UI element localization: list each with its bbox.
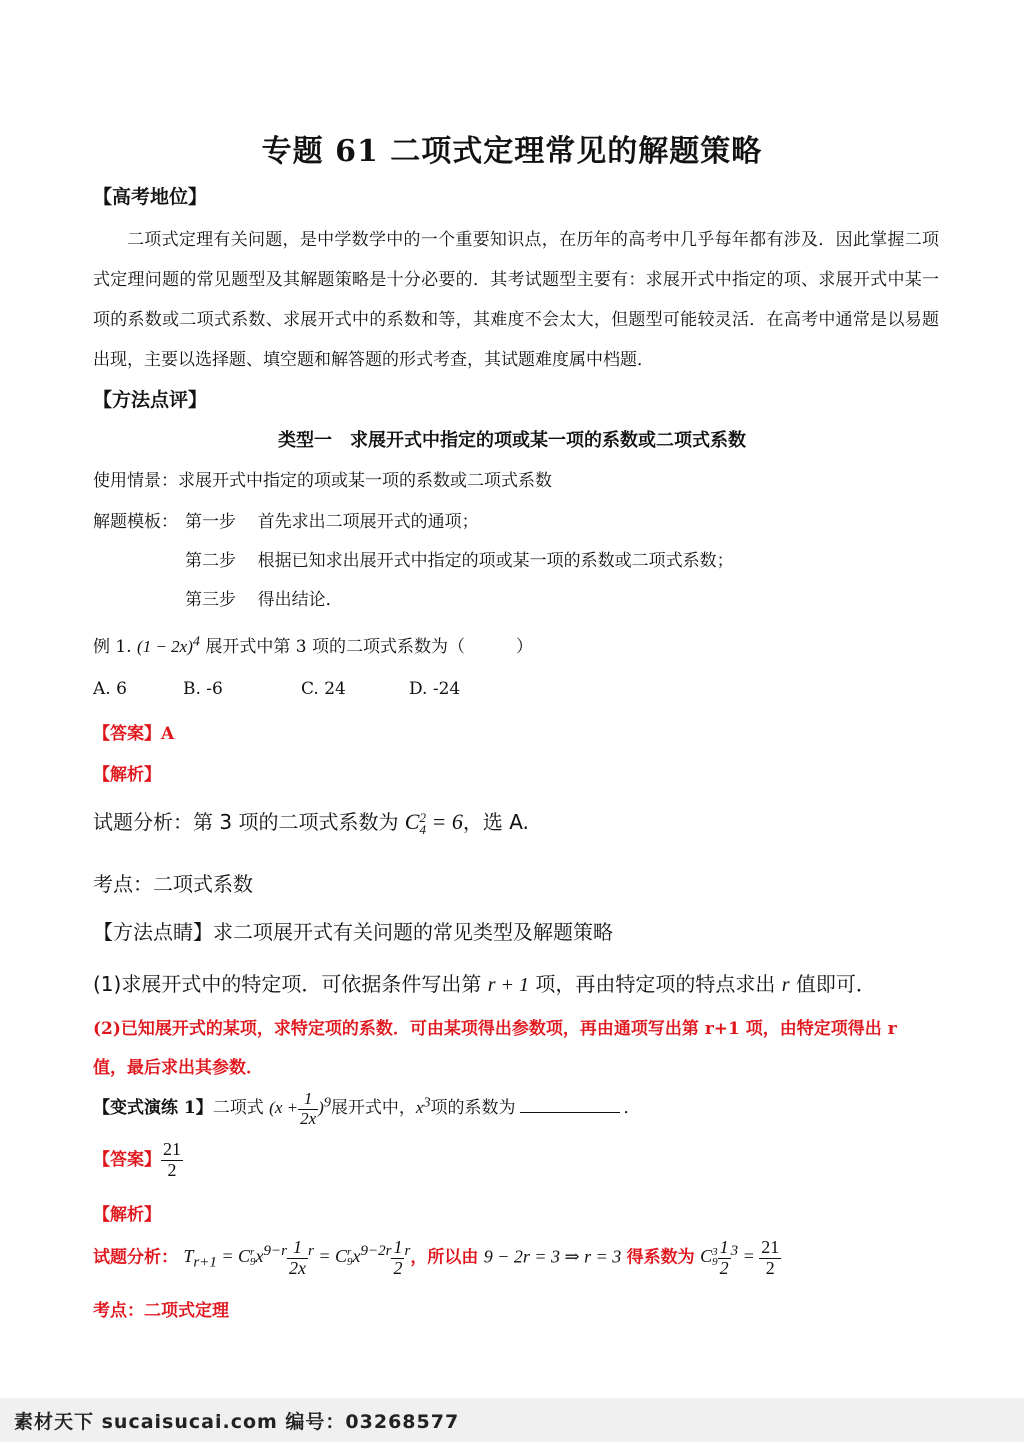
- method-tips: [93, 916, 613, 945]
- variant1-answer-label: 【答案】: [93, 1149, 161, 1170]
- step-3-text: 得出结论．: [257, 590, 343, 610]
- watermark-footer: 素材天下 sucaisucai.com 编号：03268577: [14, 1411, 460, 1433]
- step-2: [185, 546, 734, 571]
- step-2-label: 第二步: [185, 551, 236, 571]
- section-heading-position: 【高考地位】: [93, 186, 208, 208]
- variant1-analysis-equation: 9 − 2r = 3 ⇒ r = 3: [483, 1246, 622, 1267]
- step-3-label: 第三步: [185, 590, 236, 610]
- page-title: 专题 61 二项式定理常见的解题策略: [261, 134, 763, 169]
- option-c: C. 24: [301, 679, 346, 699]
- option-d: D. -24: [409, 679, 461, 699]
- variant1-term: $x^3$: [415, 1094, 431, 1118]
- example1-kaodian: 考点：二项式系数: [93, 872, 253, 896]
- example1-label: 例 1.: [93, 637, 132, 657]
- analysis-suffix: ，选 A.: [462, 810, 529, 834]
- tip-1: (1)求展开式中的特定项．可依据条件写出第 r + 1 项，再由特定项的特点求出 r 值即可．: [93, 972, 876, 996]
- answer-label: 【答案】: [93, 724, 161, 744]
- variant1-kaodian: 考点：二项式定理: [93, 1301, 229, 1321]
- option-b: B. -6: [183, 679, 223, 699]
- variant1-label: 【变式演练 1】: [93, 1098, 213, 1119]
- method-tips-text: 求二项展开式有关问题的常见类型及解题策略: [213, 920, 613, 944]
- variant1-analysis-prefix: 试题分析：: [93, 1247, 178, 1268]
- variant1-analysis-result: C 3 9 $\frac{1}{2}$ $^3$ = $\frac{21}{2}$: [700, 1237, 780, 1278]
- analysis-formula: C 2 4 = 6: [404, 809, 463, 837]
- example1-text: 展开式中第 3 项的二项式系数为（ ）: [205, 637, 533, 657]
- answer-value: A: [161, 724, 175, 744]
- usage-line: 使用情景：求展开式中指定的项或某一项的系数或二项式系数: [93, 471, 552, 491]
- step-3: [185, 585, 343, 610]
- variant1-answer-value: $\frac{21}{2}$: [163, 1139, 181, 1180]
- tip-2-line-1: (2)已知展开式的某项，求特定项的系数．可由某项得出参数项，再由通项写出第 r+1 项，由特定项得出 r: [93, 1019, 897, 1039]
- variant1-question: 【变式演练 1】二项式 (x + $\frac{1}{2x}$ )$^9$展开式中，$x^3$项的系数为 ．: [93, 1089, 641, 1128]
- template-label: 解题模板：: [93, 512, 178, 532]
- variant1-analysis-label: 【解析】: [93, 1205, 161, 1225]
- variant1-analysis-get: 得系数为: [626, 1247, 695, 1268]
- variant1-analysis: [93, 1238, 781, 1279]
- example1-answer: [93, 719, 174, 744]
- variant1-answer: [93, 1140, 183, 1181]
- step-2-text: 根据已知求出展开式中指定的项或某一项的系数或二项式系数；: [257, 551, 734, 571]
- step-1: [185, 507, 479, 532]
- answer-blank: [520, 1112, 620, 1113]
- method-tips-label: 【方法点睛】: [93, 920, 213, 944]
- example1-question: [93, 632, 533, 657]
- variant1-analysis-middle: ，所以由: [410, 1247, 479, 1268]
- option-a: A. 6: [93, 679, 127, 699]
- example1-analysis-label: 【解析】: [93, 765, 161, 785]
- analysis-prefix: 试题分析：第 3 项的二项式系数为: [93, 810, 405, 834]
- example1-analysis: [93, 806, 529, 836]
- section-heading-method: 【方法点评】: [93, 389, 208, 411]
- variant1-expression: (x + $\frac{1}{2x}$ )$^9$: [269, 1089, 331, 1128]
- intro-paragraph: 二项式定理有关问题，是中学数学中的一个重要知识点，在历年的高考中几乎每年都有涉及．因此掌握二项式定理问题的常见题型及其解题策略是十分必要的．其考试题型主要有：求展开式中指定的项、求展开式中某一项的系数或二项式系数、求展开式中的系数和等，其难度不会太大，但题型可能较灵活．在高考中通常是以易题出现，主要以选择题、填空题和解答题的形式考查，其试题难度属中档题．: [93, 230, 939, 370]
- step-1-label: 第一步: [185, 512, 236, 532]
- example1-options: [93, 679, 460, 699]
- step-1-text: 首先求出二项展开式的通项；: [257, 512, 479, 532]
- example1-expression: $(1 - 2x)^4$: [137, 633, 200, 656]
- variant1-analysis-formula: $T_{r+1} = C$ r 9 $x^{9-r}$ $\frac{1}{2x}$ $^r$ = C r 9 $x^{9-2r}$ $\frac{1}{2}$ $^r$: [183, 1237, 411, 1278]
- type1-heading: 类型一 求展开式中指定的项或某一项的系数或二项式系数: [278, 430, 746, 451]
- tip-2-line-2: 值，最后求出其参数．: [93, 1058, 263, 1078]
